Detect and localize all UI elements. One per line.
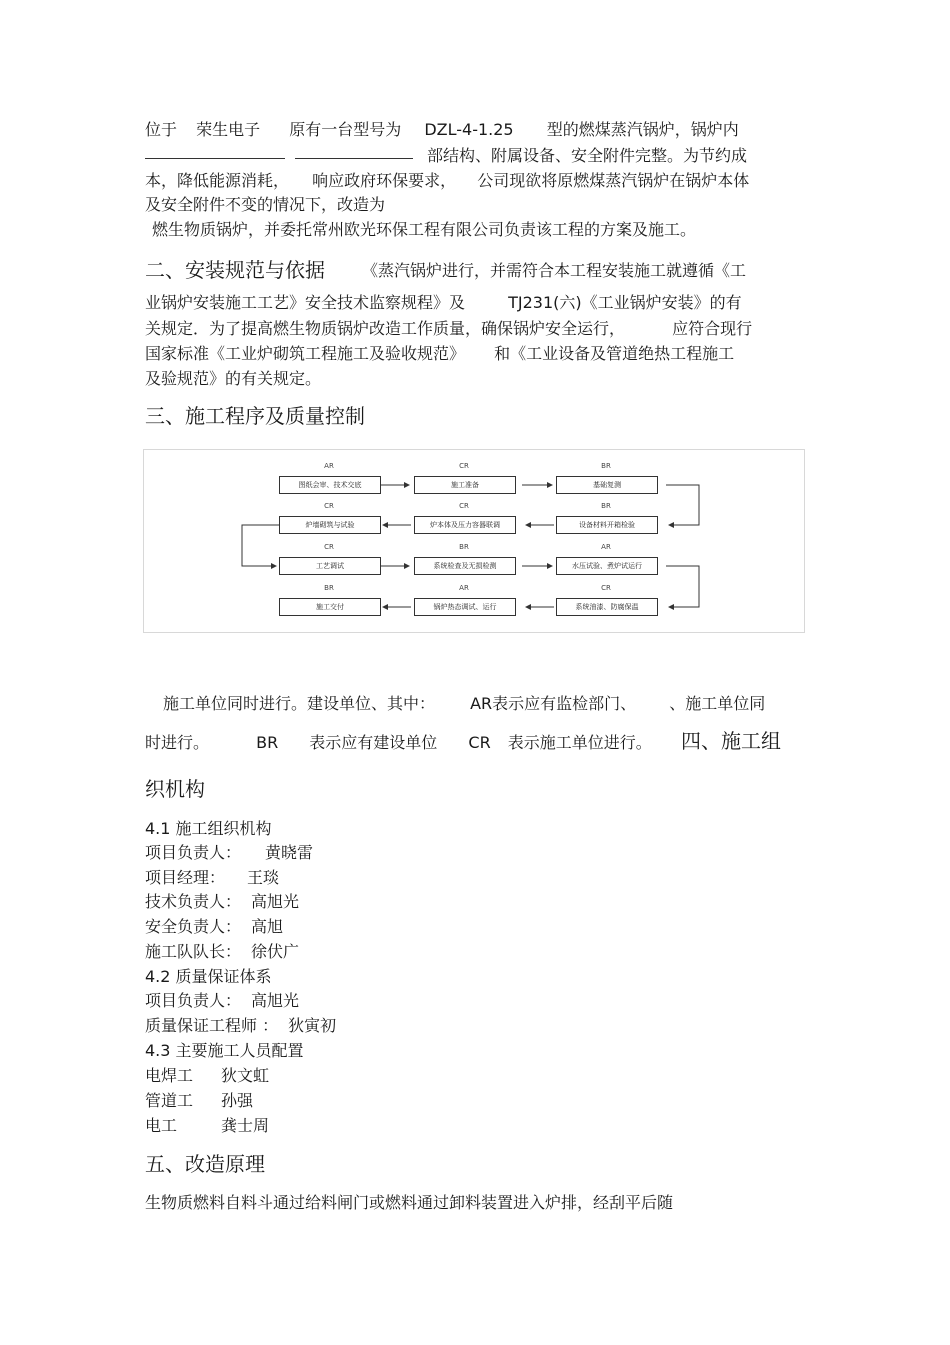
org-row: 技术负责人： 高旭光 [145,892,300,911]
org-row: 项目负责人： 高旭光 [145,991,300,1010]
org-row: 质量保证工程师 ： 狄寅初 [145,1016,337,1035]
blank-underline-1 [145,158,285,159]
flow-tag: AR [601,543,611,551]
section-4-heading-part-1: 四、施工组 [681,729,781,753]
section-4-heading-part-2: 织机构 [145,777,205,801]
staff-row: 电工 龚士周 [145,1116,270,1135]
flow-step: 锅炉热态调试、运行 [414,598,516,616]
section-2-line-1: 《蒸汽锅炉进行，并需符合本工程安装施工就遵循《工 [362,261,747,280]
org-row: 安全负责人： 高旭 [145,917,284,936]
flow-tag: BR [324,584,334,592]
process-flowchart [143,449,805,633]
flow-tag: CR [459,462,469,470]
flow-tag: AR [324,462,334,470]
section-2-heading: 二、安装规范与依据 [145,258,325,282]
subsection-4-2: 4.2 质量保证体系 [145,967,272,986]
flow-tag: CR [459,502,469,510]
intro-line-3: 本，降低能源消耗， 响应政府环保要求， 公司现欲将原燃煤蒸汽锅炉在锅炉本体 [145,171,750,190]
intro-line-5: 燃生物质锅炉，并委托常州欧光环保工程有限公司负责该工程的方案及施工。 [152,220,697,239]
legend-line-2: 时进行。 BR 表示应有建设单位 CR 表示施工单位进行。 [145,733,652,752]
section-3-heading: 三、施工程序及质量控制 [145,404,365,428]
flow-step: 炉墙砌筑与试验 [279,516,381,534]
flow-step: 设备材料开箱检验 [556,516,658,534]
section-2-line-2: 业锅炉安装施工工艺》安全技术监察规程》及 TJ231(六)《工业锅炉安装》的有 [145,293,742,312]
flow-tag: AR [459,584,469,592]
legend-line-1: 施工单位同时进行。建设单位、其中： AR表示应有监检部门、 、施工单位同 [163,694,766,713]
section-5-heading: 五、改造原理 [145,1152,265,1176]
subsection-4-3: 4.3 主要施工人员配置 [145,1041,304,1060]
staff-row: 电焊工 狄文虹 [145,1066,270,1085]
flow-step: 水压试验、煮炉试运行 [556,557,658,575]
staff-row: 管道工 孙强 [145,1091,254,1110]
flow-step: 系统检查及无损检测 [414,557,516,575]
blank-underline-2 [295,158,413,159]
flow-step: 图纸会审、技术交底 [279,476,381,494]
org-row: 施工队队长： 徐伏广 [145,942,300,961]
org-row: 项目负责人： 黄晓雷 [145,843,314,862]
flow-step: 施工准备 [414,476,516,494]
flow-step: 炉本体及压力容器联调 [414,516,516,534]
org-row: 项目经理： 王琰 [145,868,280,887]
section-5-line-1: 生物质燃料自料斗通过给料闸门或燃料通过卸料装置进入炉排，经刮平后随 [145,1193,674,1212]
flow-tag: BR [601,502,611,510]
intro-line-2: 部结构、附属设备、安全附件完整。为节约成 [427,146,748,165]
subsection-4-1: 4.1 施工组织机构 [145,819,272,838]
flow-tag: BR [601,462,611,470]
flow-step: 基础复测 [556,476,658,494]
section-2-line-4: 国家标准《工业炉砌筑工程施工及验收规范》 和《工业设备及管道绝热工程施工 [145,344,735,363]
flow-tag: BR [459,543,469,551]
intro-line-1: 位于 荣生电子 原有一台型号为 DZL-4-1.25 型的燃煤蒸汽锅炉，锅炉内 [145,120,739,139]
section-2-line-3: 关规定．为了提高燃生物质锅炉改造工作质量，确保锅炉安全运行， 应符合现行 [145,319,753,338]
flow-tag: CR [324,543,334,551]
flow-step: 施工交付 [279,598,381,616]
flow-tag: CR [324,502,334,510]
section-2-line-5: 及验规范》的有关规定。 [145,369,322,388]
flow-step: 系统油漆、防腐保温 [556,598,658,616]
intro-line-4: 及安全附件不变的情况下，改造为 [145,195,386,214]
flow-step: 工艺调试 [279,557,381,575]
flow-tag: CR [601,584,611,592]
